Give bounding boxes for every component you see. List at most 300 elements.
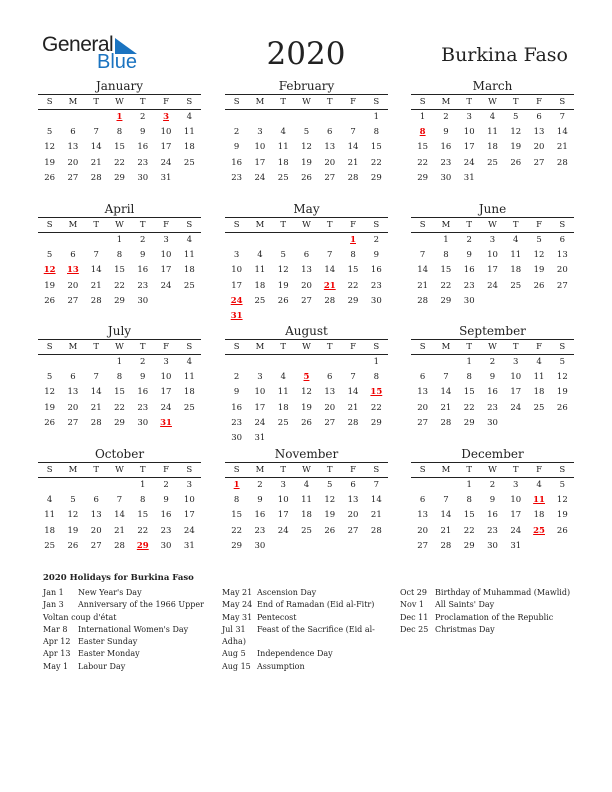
day-cell: 21 [347,157,359,168]
day-cell: 4 [46,495,53,506]
month-march [411,79,574,186]
day-cell: 24 [254,172,266,183]
holiday-name: All Saints' Day [435,600,495,610]
day-cell: 10 [277,495,289,506]
holiday-item [222,587,397,599]
day-cell: 21 [114,525,125,536]
day-cell: 19 [277,280,289,291]
day-cell: 7 [327,250,333,261]
empty-cell [551,416,574,431]
weekday-label: F [163,220,169,230]
day-cell: 20 [67,402,79,413]
day-cell: 16 [231,157,243,168]
day-cell: 28 [90,295,102,306]
day-cell: 16 [487,387,498,398]
day-cell: 6 [303,250,310,261]
day-cell: 3 [513,480,519,490]
day-cell: 21 [440,525,452,536]
weekday-label: T [512,465,519,475]
day-cell: 25 [301,525,312,536]
month-name: April [104,202,135,216]
day-cell: 6 [327,372,333,383]
day-cell: 19 [533,265,545,276]
week-row [411,233,574,248]
week-row [225,248,388,263]
day-cell: 17 [510,387,522,398]
day-cell: 19 [301,402,312,413]
empty-cell [61,478,84,493]
day-cell: 16 [231,402,243,413]
day-cell: 8 [443,250,449,261]
empty-cell [85,355,108,370]
day-cell: 15 [347,265,359,276]
day-cell: 9 [140,372,146,383]
day-cell: 31 [510,540,522,551]
day-cell: 2 [466,235,472,245]
day-cell: 11 [277,387,289,398]
day-cell: 14 [114,510,125,521]
week-row [225,110,388,125]
week-row [38,539,201,554]
day-cell: 30 [487,540,498,551]
weekday-label: S [419,465,426,475]
holiday-name: Christmas Day [435,624,495,634]
month-name: January [95,79,144,93]
day-cell: 25 [277,417,289,428]
month-name: February [278,79,335,93]
day-cell: 18 [183,265,195,276]
month-name: December [461,447,524,461]
day-cell: 12 [510,127,522,138]
holiday-date: May 1 [43,661,69,671]
empty-cell [38,233,61,248]
day-cell: 14 [90,265,102,276]
empty-cell [527,294,550,309]
empty-cell [551,171,574,186]
day-cell: 10 [160,127,172,138]
empty-cell [178,416,201,431]
empty-cell [434,355,457,370]
day-cell: 5 [327,480,333,490]
holiday-date: Aug 5 [222,649,246,659]
day-cell: 3 [257,372,263,383]
weekday-header [225,94,388,110]
week-row [411,156,574,171]
weekday-label: F [536,465,542,475]
holiday-name: Proclamation of the Republic [435,612,554,622]
week-row [225,431,388,446]
day-cell: 5 [513,112,519,122]
day-cell: 18 [487,142,498,153]
day-cell: 26 [44,295,56,306]
week-row [225,385,388,400]
weekday-header [411,462,574,478]
day-cell: 20 [347,510,359,521]
holiday-item [222,599,397,611]
day-cell: 27 [417,540,429,551]
empty-cell [411,233,434,248]
day-cell: 30 [370,295,382,306]
day-cell: 30 [231,432,243,443]
holiday-day-cell: 1 [233,480,240,490]
day-cell: 12 [67,510,79,521]
day-cell: 30 [160,540,172,551]
day-cell: 29 [114,172,125,183]
week-row [225,524,388,539]
day-cell: 25 [277,172,289,183]
day-cell: 28 [370,525,382,536]
holiday-day-cell: 11 [533,495,545,506]
weekday-label: S [186,465,193,475]
day-cell: 11 [183,250,195,261]
day-cell: 23 [254,525,266,536]
empty-cell [295,110,318,125]
holiday-date: Dec 11 [400,612,429,622]
day-cell: 15 [231,510,243,521]
empty-cell [272,110,295,125]
holiday-date: Nov 1 [400,600,424,610]
day-cell: 9 [443,127,449,138]
day-cell: 8 [350,250,356,261]
empty-cell [61,355,84,370]
week-row [411,263,574,278]
day-cell: 24 [160,280,172,291]
week-row [411,385,574,400]
holiday-date: May 24 [222,600,253,610]
weekday-label: W [488,97,497,107]
day-cell: 21 [90,280,102,291]
holiday-date: Oct 29 [400,588,427,597]
day-cell: 11 [44,510,56,521]
weekday-header [411,217,574,233]
day-cell: 4 [280,372,286,383]
week-row [411,248,574,263]
day-cell: 11 [487,127,498,138]
day-cell: 2 [140,235,146,245]
day-cell: 7 [93,127,99,138]
day-cell: 15 [370,142,382,153]
empty-cell [434,478,457,493]
day-cell: 31 [183,540,195,551]
weekday-label: S [419,97,426,107]
weekday-label: S [186,97,193,107]
empty-cell [178,171,201,186]
day-cell: 5 [46,250,53,261]
day-cell: 8 [373,127,380,138]
holiday-name: Easter Monday [78,649,140,659]
holiday-day-cell: 31 [230,310,243,321]
weekday-label: M [68,342,78,352]
day-cell: 15 [137,510,149,521]
day-cell: 7 [93,250,99,261]
month-name: June [478,202,507,216]
day-cell: 16 [463,265,475,276]
day-cell: 18 [183,387,195,398]
holidays-title: 2020 Holidays for Burkina Faso [43,573,194,583]
holiday-day-cell: 13 [67,265,79,276]
week-row [411,508,574,523]
day-cell: 9 [140,250,146,261]
weekday-label: T [466,220,473,230]
week-row [225,279,388,294]
day-cell: 12 [301,142,312,153]
day-cell: 10 [463,127,475,138]
holiday-item [222,648,397,660]
day-cell: 23 [137,280,149,291]
day-cell: 2 [489,357,496,367]
empty-cell [365,539,388,554]
weekday-header [225,462,388,478]
empty-cell [318,539,341,554]
day-cell: 22 [137,525,149,536]
weekday-label: T [93,465,100,475]
weekday-label: T [466,342,473,352]
weekday-label: T [326,220,333,230]
day-cell: 12 [556,495,568,506]
week-row [225,309,388,324]
day-cell: 23 [137,402,149,413]
day-cell: 16 [487,510,498,521]
day-cell: 8 [233,495,240,506]
day-cell: 17 [277,510,289,521]
day-cell: 19 [301,157,312,168]
weekday-label: S [559,97,566,107]
weekday-label: S [559,220,566,230]
weekday-label: T [280,465,287,475]
weekday-label: T [466,465,473,475]
day-cell: 31 [463,172,475,183]
day-cell: 24 [183,525,195,536]
day-cell: 30 [137,417,149,428]
holiday-date: Jul 31 [222,624,246,634]
holiday-day-cell: 21 [323,280,336,291]
weekday-label: T [280,97,287,107]
day-cell: 2 [163,480,169,490]
day-cell: 12 [277,265,289,276]
day-cell: 15 [114,142,125,153]
day-cell: 24 [160,157,172,168]
day-cell: 8 [116,127,123,138]
empty-cell [341,355,364,370]
empty-cell [272,309,295,324]
empty-cell [341,539,364,554]
day-cell: 29 [370,417,382,428]
holiday-day-cell: 31 [160,417,172,428]
day-cell: 18 [254,280,266,291]
empty-cell [527,171,550,186]
empty-cell [272,233,295,248]
day-cell: 29 [370,172,382,183]
holiday-day-cell: 29 [136,540,149,551]
day-cell: 19 [324,510,336,521]
weekday-label: T [139,220,146,230]
weekday-label: W [115,342,124,352]
day-cell: 9 [466,250,472,261]
day-cell: 4 [489,112,496,122]
day-cell: 10 [254,142,266,153]
weekday-header [38,94,201,110]
empty-cell [295,233,318,248]
day-cell: 14 [324,265,336,276]
day-cell: 27 [67,172,79,183]
day-cell: 4 [536,480,542,490]
day-cell: 24 [160,402,172,413]
weekday-header [225,217,388,233]
day-cell: 5 [280,250,286,261]
day-cell: 20 [67,157,79,168]
day-cell: 29 [231,540,243,551]
holiday-item [43,599,218,624]
holiday-day-cell: 25 [533,525,545,536]
holiday-item [400,587,575,599]
day-cell: 13 [324,387,336,398]
holiday-name: End of Ramadan (Eid al-Fitr) [257,600,375,610]
day-cell: 21 [347,402,359,413]
empty-cell [318,309,341,324]
month-january [38,79,201,186]
weekday-label: F [163,465,169,475]
weekday-label: W [302,220,311,230]
day-cell: 29 [463,417,475,428]
empty-cell [225,355,248,370]
weekday-label: S [233,97,240,107]
empty-cell [38,478,61,493]
day-cell: 20 [67,280,79,291]
day-cell: 15 [114,265,125,276]
weekday-label: W [302,465,311,475]
day-cell: 10 [160,250,172,261]
day-cell: 8 [466,495,472,506]
day-cell: 19 [556,387,568,398]
day-cell: 4 [513,235,519,245]
day-cell: 7 [559,112,566,122]
empty-cell [318,233,341,248]
holiday-item [43,587,218,599]
weekday-label: T [280,342,287,352]
day-cell: 24 [510,402,522,413]
day-cell: 2 [233,372,240,383]
day-cell: 23 [440,157,452,168]
empty-cell [248,110,271,125]
day-cell: 24 [463,157,475,168]
day-cell: 6 [93,495,99,506]
day-cell: 21 [440,402,452,413]
day-cell: 7 [116,495,123,506]
weekday-label: T [93,97,100,107]
day-cell: 16 [160,510,172,521]
weekday-label: S [559,342,566,352]
week-row [38,370,201,385]
day-cell: 5 [46,372,53,383]
week-row [411,294,574,309]
weekday-label: S [46,220,53,230]
day-cell: 24 [487,280,498,291]
weekday-header [225,339,388,355]
holiday-date: Apr 13 [43,649,71,659]
holiday-name: New Year's Day [78,588,142,597]
day-cell: 3 [233,250,240,261]
day-cell: 8 [116,372,123,383]
empty-cell [365,309,388,324]
day-cell: 10 [183,495,195,506]
day-cell: 27 [301,295,312,306]
month-august [225,324,388,446]
day-cell: 11 [301,495,312,506]
day-cell: 26 [556,525,568,536]
day-cell: 28 [556,157,568,168]
weekday-label: T [326,97,333,107]
day-cell: 5 [559,357,566,367]
day-cell: 13 [301,265,312,276]
day-cell: 13 [90,510,102,521]
day-cell: 11 [183,372,195,383]
holiday-column [400,587,575,636]
day-cell: 7 [443,372,449,383]
day-cell: 13 [67,387,79,398]
day-cell: 28 [440,540,452,551]
week-row [38,524,201,539]
week-row [38,263,201,278]
day-cell: 27 [533,157,545,168]
holiday-name: International Women's Day [78,624,189,634]
day-cell: 26 [67,540,79,551]
empty-cell [527,416,550,431]
month-december [411,447,574,554]
day-cell: 14 [90,142,102,153]
weekday-label: T [512,97,519,107]
day-cell: 27 [347,525,359,536]
day-cell: 22 [347,280,359,291]
day-cell: 29 [114,417,125,428]
day-cell: 17 [463,142,475,153]
weekday-label: M [441,97,451,107]
day-cell: 19 [556,510,568,521]
weekday-label: W [488,465,497,475]
week-row [225,263,388,278]
weekday-label: S [233,342,240,352]
day-cell: 22 [231,525,243,536]
weekday-label: M [255,465,265,475]
week-row [38,478,201,493]
month-name: July [107,324,132,338]
day-cell: 6 [70,127,76,138]
weekday-header [38,462,201,478]
day-cell: 20 [417,525,429,536]
day-cell: 2 [233,127,240,138]
week-row [411,478,574,493]
empty-cell [341,309,364,324]
weekday-label: S [46,342,53,352]
weekday-label: S [373,97,380,107]
week-row [38,233,201,248]
day-cell: 25 [487,157,498,168]
day-cell: 14 [347,142,359,153]
holiday-item [222,661,397,673]
weekday-label: M [441,465,451,475]
empty-cell [551,294,574,309]
day-cell: 2 [140,357,146,367]
day-cell: 30 [463,295,475,306]
day-cell: 11 [533,372,545,383]
day-cell: 28 [440,417,452,428]
empty-cell [527,539,550,554]
week-row [411,125,574,140]
day-cell: 24 [254,417,266,428]
holiday-item [222,624,397,649]
empty-cell [504,171,527,186]
empty-cell [272,355,295,370]
day-cell: 4 [186,112,193,122]
